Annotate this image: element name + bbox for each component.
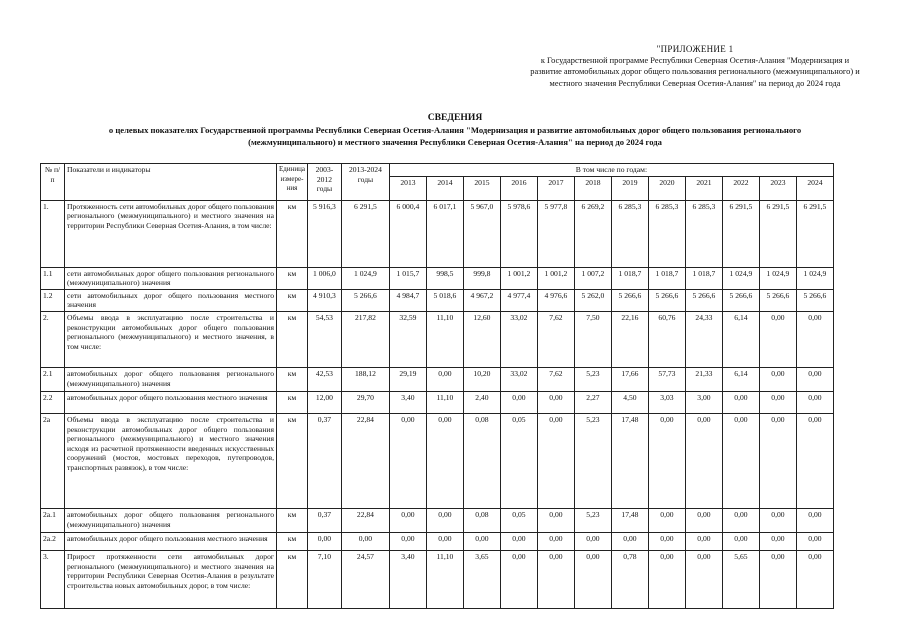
year-value: 11,10 [426,550,463,608]
indicator-name: Объемы ввода в эксплуатацию после строительства и реконструкции автомобильных дорог общего пользования регионального (межмуниципального) и местного значения исходя из расчетной протяженности введенных искусственных сооружений (мостов, мостовых переходов, путепроводов, транспортных развязок), в том числе: [65,413,277,508]
unit-cell: км [277,413,308,508]
year-value: 0,00 [537,413,574,508]
year-value: 0,00 [759,367,796,391]
year-value: 0,00 [648,508,685,532]
year-value: 0,00 [426,367,463,391]
year-value: 17,66 [611,367,648,391]
row-number: 2.1 [41,367,65,391]
value-2003-2012: 1 006,0 [307,267,341,289]
year-value: 5 977,8 [537,200,574,267]
header-year: 2022 [722,176,759,200]
year-value: 3,65 [463,550,500,608]
year-value: 33,02 [500,311,537,367]
table-row [41,413,834,508]
appendix-line-2: развитие автомобильных дорог общего пользования регионального (межмуниципального) и [530,67,860,77]
year-value: 5 266,6 [722,289,759,311]
indicator-name: Протяженность сети автомобильных дорог общего пользования регионального (межмуниципального) и местного значения на территории Республики Северная Осетия-Алания, в том числе: [65,200,277,267]
indicator-name: автомобильных дорог общего пользования регионального (межмуниципального) значения [65,508,277,532]
value-2003-2012: 4 910,3 [307,289,341,311]
year-value: 0,00 [722,508,759,532]
value-2003-2012: 7,10 [307,550,341,608]
year-value: 12,60 [463,311,500,367]
year-value: 6 291,5 [796,200,833,267]
year-value: 10,20 [463,367,500,391]
year-value: 4 984,7 [389,289,426,311]
year-value: 0,00 [648,550,685,608]
year-value: 3,40 [389,391,426,413]
header-year: 2013 [389,176,426,200]
year-value: 29,19 [389,367,426,391]
table-row [41,532,834,550]
row-number: 2.2 [41,391,65,413]
row-number: 2а [41,413,65,508]
year-value: 5 266,6 [685,289,722,311]
year-value: 4 967,2 [463,289,500,311]
year-value: 5 266,6 [759,289,796,311]
year-value: 0,78 [611,550,648,608]
year-value: 17,48 [611,413,648,508]
year-value: 0,00 [759,508,796,532]
year-value: 6 269,2 [574,200,611,267]
value-2013-2024: 22,84 [341,413,389,508]
year-value: 0,00 [500,391,537,413]
year-value: 6 017,1 [426,200,463,267]
appendix-note [505,44,885,89]
header-year: 2017 [537,176,574,200]
indicator-name: автомобильных дорог общего пользования местного значения [65,391,277,413]
year-value: 5,23 [574,367,611,391]
year-value: 7,50 [574,311,611,367]
appendix-line-1: к Государственной программе Республики Северная Осетия-Алания "Модернизация и [540,56,850,66]
year-value: 0,00 [611,532,648,550]
year-value: 4 977,4 [500,289,537,311]
document-heading: СВЕДЕНИЯ [427,112,483,123]
year-value: 0,00 [500,550,537,608]
appendix-line-3: местного значения Республики Северная Осетия-Алания" на период до 2024 года [549,78,841,88]
header-including-years: В том числе по годам: [389,164,833,177]
header-year: 2019 [611,176,648,200]
row-number: 1.1 [41,267,65,289]
header-unit: Единица измере-ния [277,164,308,201]
year-value: 5,23 [574,413,611,508]
year-value: 6,14 [722,311,759,367]
year-value: 60,76 [648,311,685,367]
year-value: 1 018,7 [611,267,648,289]
year-value: 0,00 [759,311,796,367]
year-value: 17,48 [611,508,648,532]
table-row [41,311,834,367]
year-value: 5 978,6 [500,200,537,267]
value-2013-2024: 6 291,5 [341,200,389,267]
year-value: 0,00 [685,413,722,508]
year-value: 0,00 [759,532,796,550]
value-2013-2024: 24,57 [341,550,389,608]
year-value: 0,08 [463,508,500,532]
year-value: 5,65 [722,550,759,608]
year-value: 32,59 [389,311,426,367]
year-value: 0,05 [500,413,537,508]
year-value: 1 024,9 [722,267,759,289]
value-2013-2024: 5 266,6 [341,289,389,311]
value-2003-2012: 5 916,3 [307,200,341,267]
year-value: 24,33 [685,311,722,367]
appendix-title: "ПРИЛОЖЕНИЕ 1 [656,44,734,54]
table-row [41,289,834,311]
year-value: 0,00 [685,550,722,608]
unit-cell: км [277,508,308,532]
indicators-table [40,163,834,609]
header-year: 2020 [648,176,685,200]
header-row [41,164,834,177]
year-value: 2,40 [463,391,500,413]
value-2003-2012: 12,00 [307,391,341,413]
row-number: 2. [41,311,65,367]
year-value: 0,00 [426,413,463,508]
year-value: 0,00 [759,391,796,413]
year-value: 0,00 [463,532,500,550]
table-row [41,267,834,289]
header-num: № п/п [41,164,65,201]
indicator-name: автомобильных дорог общего пользования местного значения [65,532,277,550]
header-year: 2023 [759,176,796,200]
value-2013-2024: 1 024,9 [341,267,389,289]
document-subtitle-line-2: (межмуниципального) и местного значения Республики Северная Осетия-Алания" на период до 2024 года [248,137,662,147]
year-value: 5 262,0 [574,289,611,311]
year-value: 0,00 [759,413,796,508]
year-value: 0,05 [500,508,537,532]
row-number: 2а.1 [41,508,65,532]
year-value: 0,00 [648,413,685,508]
header-year: 2018 [574,176,611,200]
year-value: 22,16 [611,311,648,367]
year-value: 5 018,6 [426,289,463,311]
value-2013-2024: 22,84 [341,508,389,532]
year-value: 0,08 [463,413,500,508]
value-2013-2024: 29,70 [341,391,389,413]
value-2013-2024: 0,00 [341,532,389,550]
year-value: 0,00 [574,550,611,608]
year-value: 0,00 [389,508,426,532]
unit-cell: км [277,267,308,289]
year-value: 0,00 [574,532,611,550]
year-value: 7,62 [537,367,574,391]
year-value: 6 285,3 [611,200,648,267]
year-value: 11,10 [426,391,463,413]
year-value: 57,73 [648,367,685,391]
row-number: 3. [41,550,65,608]
header-year: 2014 [426,176,463,200]
unit-cell: км [277,391,308,413]
year-value: 0,00 [537,508,574,532]
year-value: 1 018,7 [685,267,722,289]
document-subtitle-line-1: о целевых показателях Государственной программы Республики Северная Осетия-Алания "Модернизация и развитие автомобильных дорог общего пользования регионального [108,125,802,135]
year-value: 0,00 [722,391,759,413]
year-value: 5,23 [574,508,611,532]
unit-cell: км [277,311,308,367]
year-value: 5 266,6 [611,289,648,311]
unit-cell: км [277,367,308,391]
year-value: 0,00 [389,532,426,550]
table-row [41,200,834,267]
header-year: 2016 [500,176,537,200]
year-value: 0,00 [685,532,722,550]
year-value: 0,00 [796,367,833,391]
header-year: 2015 [463,176,500,200]
year-value: 0,00 [389,413,426,508]
header-indicator: Показатели и индикаторы [65,164,277,201]
indicator-name: сети автомобильных дорог общего пользования регионального (межмуниципального) значения [65,267,277,289]
table-row [41,391,834,413]
year-value: 0,00 [759,550,796,608]
year-value: 3,03 [648,391,685,413]
year-value: 5 266,6 [796,289,833,311]
row-number: 1. [41,200,65,267]
year-value: 33,02 [500,367,537,391]
year-value: 4 976,6 [537,289,574,311]
value-2003-2012: 54,53 [307,311,341,367]
year-value: 6 000,4 [389,200,426,267]
value-2013-2024: 217,82 [341,311,389,367]
year-value: 0,00 [796,391,833,413]
table-row [41,550,834,608]
indicator-name: сети автомобильных дорог общего пользования местного значения [65,289,277,311]
year-value: 6,14 [722,367,759,391]
year-value: 0,00 [537,532,574,550]
year-value: 0,00 [426,508,463,532]
indicator-name: Объемы ввода в эксплуатацию после строительства и реконструкции автомобильных дорог общего пользования регионального (межмуниципального) и местного значения, в том числе: [65,311,277,367]
header-year: 2021 [685,176,722,200]
value-2003-2012: 0,00 [307,532,341,550]
row-number: 2а.2 [41,532,65,550]
value-2003-2012: 0,37 [307,413,341,508]
year-value: 5 266,6 [648,289,685,311]
value-2003-2012: 0,37 [307,508,341,532]
year-value: 2,27 [574,391,611,413]
unit-cell: км [277,550,308,608]
year-value: 21,33 [685,367,722,391]
table-row [41,508,834,532]
year-value: 0,00 [796,311,833,367]
unit-cell: км [277,289,308,311]
year-value: 6 291,5 [759,200,796,267]
year-value: 0,00 [796,413,833,508]
year-value: 1 024,9 [796,267,833,289]
year-value: 3,00 [685,391,722,413]
year-value: 0,00 [500,532,537,550]
year-value: 3,40 [389,550,426,608]
year-value: 4,50 [611,391,648,413]
year-value: 0,00 [426,532,463,550]
unit-cell: км [277,532,308,550]
year-value: 0,00 [537,391,574,413]
document-title [40,112,870,148]
indicator-name: автомобильных дорог общего пользования регионального (межмуниципального) значения [65,367,277,391]
year-value: 0,00 [796,508,833,532]
year-value: 1 015,7 [389,267,426,289]
year-value: 0,00 [685,508,722,532]
year-value: 998,5 [426,267,463,289]
year-value: 0,00 [796,550,833,608]
year-value: 0,00 [722,532,759,550]
year-value: 0,00 [648,532,685,550]
row-number: 1.2 [41,289,65,311]
year-value: 999,8 [463,267,500,289]
value-2003-2012: 42,53 [307,367,341,391]
table-row [41,367,834,391]
year-value: 1 024,9 [759,267,796,289]
header-period-2003-2012: 2003-2012 годы [307,164,341,201]
year-value: 1 001,2 [500,267,537,289]
year-value: 11,10 [426,311,463,367]
year-value: 5 967,0 [463,200,500,267]
value-2013-2024: 188,12 [341,367,389,391]
year-value: 6 285,3 [685,200,722,267]
header-period-2013-2024: 2013-2024 годы [341,164,389,201]
header-year: 2024 [796,176,833,200]
indicator-name: Прирост протяженности сети автомобильных дорог регионального (межмуниципального) и местного значения на территории Республики Северная Осетия-Алания в результате строительства новых автомобильных дорог, в том числе: [65,550,277,608]
year-value: 0,00 [796,532,833,550]
year-value: 1 018,7 [648,267,685,289]
year-value: 6 285,3 [648,200,685,267]
unit-cell: км [277,200,308,267]
year-value: 0,00 [722,413,759,508]
year-value: 0,00 [537,550,574,608]
year-value: 1 001,2 [537,267,574,289]
year-value: 7,62 [537,311,574,367]
year-value: 6 291,5 [722,200,759,267]
year-value: 1 007,2 [574,267,611,289]
